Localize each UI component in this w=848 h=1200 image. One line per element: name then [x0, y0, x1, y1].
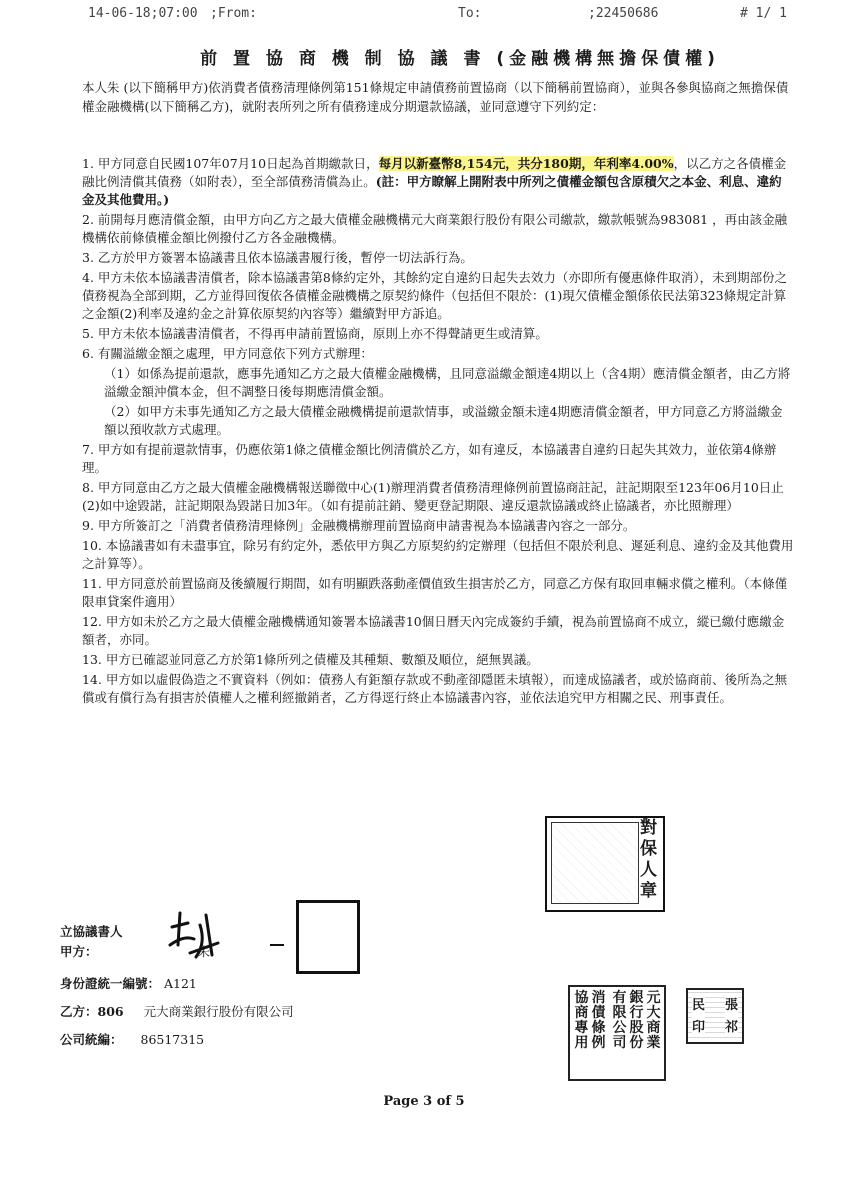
clause-5: 5. 甲方未依本協議書清償者，不得再申請前置協商，原則上亦不得聲請更生或清算。 — [82, 326, 548, 341]
stamp-blank-area — [551, 822, 639, 904]
party-b-label: 乙方：806 — [60, 1004, 124, 1019]
intro-paragraph: 本人朱 (以下簡稱甲方)依消費者債務清理條例第151條規定申請債務前置協商（以下簡稱前置協商），並與各參與協商之無擔保債權金融機構(以下簡稱乙方)，就附表所列之所有債務達成分期還款協議，並同意遵守下列約定： — [82, 80, 789, 114]
clause-6-sub-2: （2）如甲方未事先通知乙方之最大債權金融機構提前還款情事，或溢繳金額未達4期應清償金額者，甲方同意乙方將溢繳金額以預收款方式處理。 — [104, 404, 783, 437]
bank-seal — [568, 985, 666, 1081]
clause-2: 2. 前開每月應清償金額，由甲方向乙方之最大債權金融機構元大商業銀行股份有限公司繳款，繳款帳號為983081 ，再由該金融機構依前條債權金額比例撥付乙方各金融機構。 — [82, 212, 788, 245]
fax-number: ;22450686 — [588, 6, 659, 21]
representative-seal — [686, 988, 744, 1044]
clause-1-text-2: ，以乙方之各債權金融比例清償其債務（如附表），至全部債務清償為止。 — [82, 156, 787, 189]
clause-1-note: (註：甲方瞭解上開附表中所列之債權金額包含原積欠之本金、利息、違約金及其他費用。) — [82, 174, 782, 207]
fax-from: ;From: — [210, 6, 257, 21]
clause-13: 13. 甲方已確認並同意乙方於第1條所列之債權及其種類、數額及順位，絕無異議。 — [82, 652, 539, 667]
clause-1-text: 1. 甲方同意自民國107年07月10日起為首期繳款日， — [82, 156, 379, 171]
clause-6-sub-1: （1）如係為提前還款，應事先通知乙方之最大債權金融機構，且同意溢繳金額達4期以上（含4期）應清償金額者，由乙方將溢繳金額沖償本金，但不調整日後每期應清償金額。 — [104, 366, 791, 399]
tax-value: 86517315 — [140, 1032, 205, 1047]
fax-to: To: — [458, 6, 482, 21]
clause-14: 14. 甲方如以虛假偽造之不實資料（例如：債務人有鉅額存款或不動產卻隱匿未填報），而達成協議者，或於協商前、後所為之無償或有償行為有損害於債權人之權利經撤銷者，乙方得逕行終止本協議書內容，並依法追究甲方相關之民、刑事責任。 — [82, 672, 788, 705]
tax-row — [60, 1030, 294, 1050]
clause-4: 4. 甲方未依本協議書清償者，除本協議書第8條約定外，其餘約定自違約日起失去效力（亦即所有優惠條件取消），未到期部份之債務視為全部到期，乙方並得回復依各債權金融機構之原契約條件（包括但不限於：(1)現欠債權金額係依民法第323條規定計算之金額(2)利率及違約金之計算依原契約內容等）繼續對甲方訴追。 — [82, 270, 788, 321]
clause-7: 7. 甲方如有提前還款情事，仍應依第1條之債權金額比例清償於乙方，如有違反，本協議書自違約日起失其效力，並依第4條辦理。 — [82, 442, 777, 475]
clause-6: 6. 有關溢繳金額之處理，甲方同意依下列方式辦理： — [82, 346, 373, 361]
fax-page: # 1/ 1 — [740, 6, 787, 21]
tax-label: 公司統編： — [60, 1032, 123, 1047]
party-b-row — [60, 1002, 294, 1022]
handwritten-signature — [160, 905, 290, 967]
seal-char: 張 — [725, 994, 738, 1013]
seal-char: 印 — [692, 1016, 705, 1035]
id-label: 身份證統一編號： — [60, 976, 161, 991]
clause-12: 12. 甲方如未於乙方之最大債權金融機構通知簽署本協議書10個日曆天內完成簽約手續，視為前置協商不成立，縱已繳付應繳金額者，亦同。 — [82, 614, 785, 647]
id-value: A121 — [164, 976, 197, 991]
fax-time: 14-06-18;07:00 — [88, 6, 198, 21]
party-a-name: 朱 — [197, 944, 211, 959]
clause-3: 3. 乙方於甲方簽署本協議書且依本協議書履行後，暫停一切法訴行為。 — [82, 250, 473, 265]
clause-1-highlight: 每月以新臺幣8,154元，共分180期，年利率4.00% — [378, 156, 674, 171]
document-title: 前 置 協 商 機 制 協 議 書 (金融機構無擔保債權) — [200, 49, 720, 69]
seal-char: 民 — [692, 994, 705, 1013]
party-b-name: 元大商業銀行股份有限公司 — [143, 1004, 294, 1019]
bank-seal-col: 協商專用 — [574, 990, 589, 1051]
id-row — [60, 974, 294, 994]
clause-10: 10. 本協議書如有未盡事宜，除另有約定外，悉依甲方與乙方原契約約定辦理（包括但不限於利息、遲延利息、違約金及其他費用之計算等）。 — [82, 538, 794, 571]
seal-char: 祁 — [725, 1016, 738, 1035]
guarantor-stamp-label: 對保人章 — [640, 818, 657, 901]
clause-11: 11. 甲方同意於前置協商及後續履行期間，如有明顯跌落動產價值致生損害於乙方，同意乙方保有取回車輛求償之權利。（本條僅限車貸案件適用） — [82, 576, 788, 609]
clause-8: 8. 甲方同意由乙方之最大債權金融機構報送聯徵中心(1)辦理消費者債務清理條例前置協商註記，註記期限至123年06月10日止(2)如中途毀諾，註記期限為毀諾日加3年。（如有提前註銷、變更登記期限、違反還款協議或終止協議者，亦比照辦理） — [82, 480, 784, 513]
bank-seal-col: 有限公司 — [612, 990, 627, 1051]
signatory-header: 立協議書人 — [60, 924, 123, 939]
bank-seal-col: 消債條例 — [591, 990, 606, 1051]
clause-1 — [82, 155, 794, 209]
clause-list — [82, 155, 794, 709]
fingerprint-box — [296, 900, 360, 974]
clause-9: 9. 甲方所簽訂之「消費者債務清理條例」金融機構辦理前置協商申請書視為本協議書內容之一部分。 — [82, 518, 636, 533]
bank-seal-col: 銀行股份 — [629, 990, 644, 1051]
party-a-label: 甲方： — [60, 944, 98, 959]
bank-seal-col: 元大商業 — [646, 990, 661, 1051]
page-footer: Page 3 of 5 — [383, 1094, 465, 1109]
